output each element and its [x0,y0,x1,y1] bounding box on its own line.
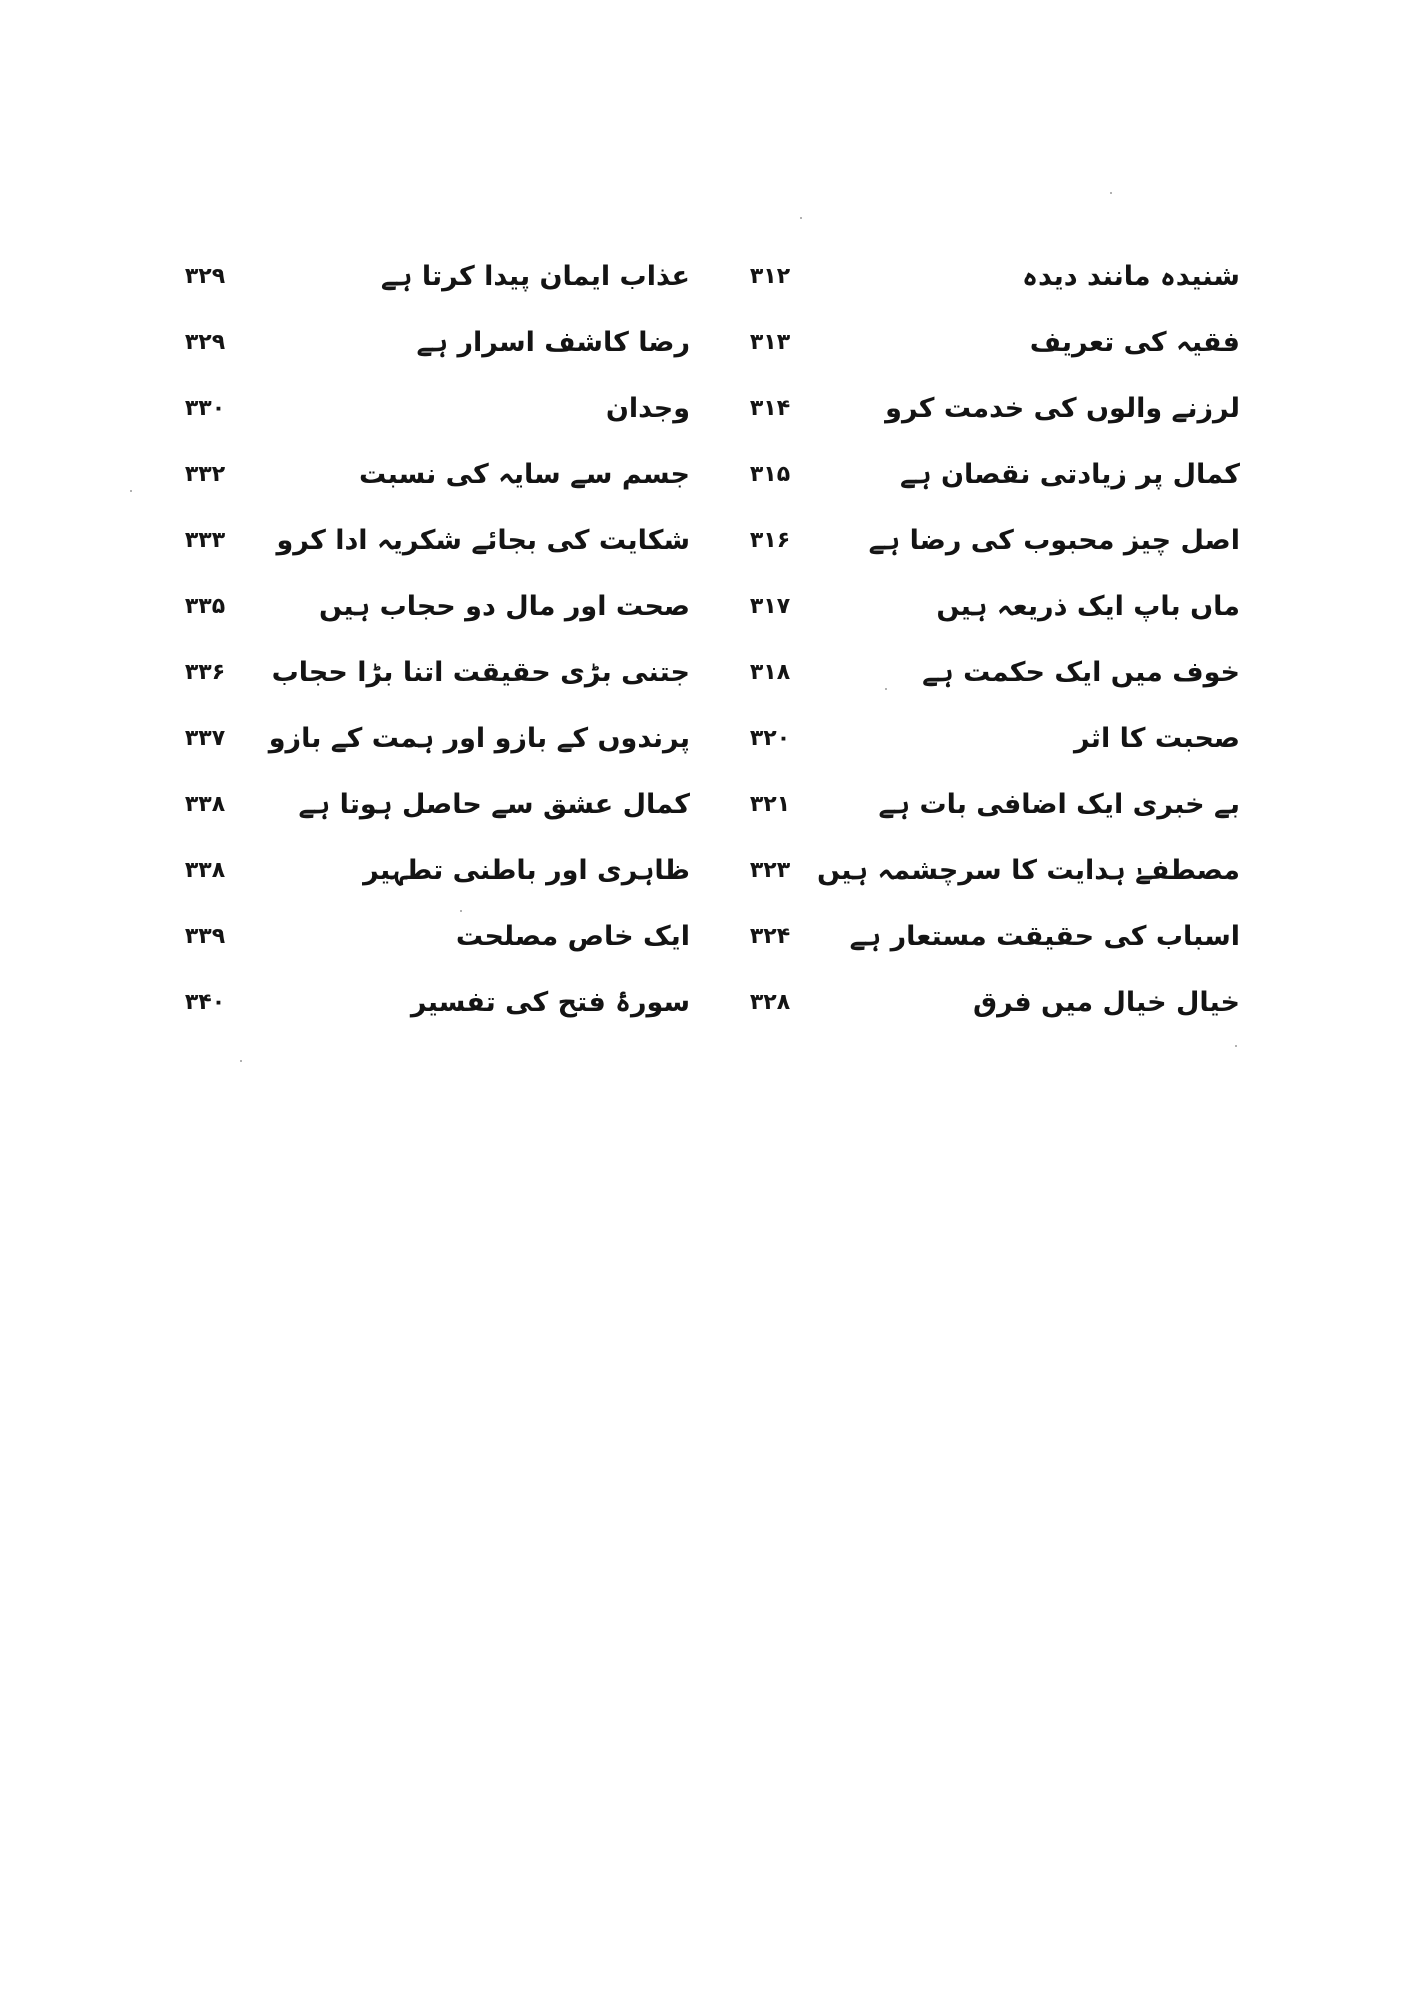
toc-entry-title: شکایت کی بجائے شکریہ ادا کرو [276,525,690,556]
toc-row [150,508,1240,574]
toc-entry-title: کمال پر زیادتی نقصان ہے [899,459,1240,490]
toc-row [150,838,1240,904]
toc-entry-page: ۳۱۷ [749,594,791,619]
toc-row [150,904,1240,970]
toc-entry-page: ۳۲۳ [749,858,791,883]
toc-entry-page: ۳۳۵ [184,594,226,619]
scan-speck [130,490,132,492]
toc-entry-page: ۳۲۱ [749,792,791,817]
toc-entry-title: صحبت کا اثر [1074,723,1240,754]
toc-entry-title: ظاہری اور باطنی تطہیر [363,855,690,886]
toc-entry-title: جتنی بڑی حقیقت اتنا بڑا حجاب [271,657,690,688]
toc-row [150,970,1240,1036]
toc-row [150,640,1240,706]
toc-entry-title: عذاب ایمان پیدا کرتا ہے [380,261,690,292]
scan-speck [240,1060,242,1062]
toc-entry-title: ایک خاص مصلحت [455,921,690,952]
toc-row [150,244,1240,310]
toc-entry-page: ۳۳۶ [184,660,226,685]
toc-entry-page: ۳۲۹ [184,264,226,289]
toc-entry-title: اصل چیز محبوب کی رضا ہے [868,525,1240,556]
toc-row [150,772,1240,838]
toc-entry-page: ۳۳۸ [184,792,226,817]
scan-speck [800,217,802,219]
toc-entry-page: ۳۳۷ [184,726,226,751]
toc-entry-title: اسباب کی حقیقت مستعار ہے [849,921,1240,952]
toc-entry-title: مصطفےٰ ہدایت کا سرچشمہ ہیں [816,855,1240,886]
toc-entry-page: ۳۲۴ [749,924,791,949]
toc-entry-title: فقیہ کی تعریف [1029,327,1240,358]
scan-speck [1235,1045,1237,1047]
toc-entry-title: رضا کاشف اسرار ہے [416,327,690,358]
toc-entry-page: ۳۱۸ [749,660,791,685]
toc-entry-title: وجدان [605,393,690,424]
toc-entry-page: ۳۱۴ [749,396,791,421]
toc-entry-title: کمال عشق سے حاصل ہوتا ہے [298,789,690,820]
toc-entry-page: ۳۱۳ [749,330,791,355]
toc-entry-title: لرزنے والوں کی خدمت کرو [885,393,1240,424]
toc-entry-title: بے خبری ایک اضافی بات ہے [878,789,1240,820]
toc-entry-title: پرندوں کے بازو اور ہمت کے بازو [268,723,690,754]
toc-entry-title: سورۂ فتح کی تفسیر [410,987,690,1018]
toc-entry-title: خیال خیال میں فرق [973,987,1240,1018]
toc-entry-page: ۳۳۳ [184,528,226,553]
toc-entry-page: ۳۲۰ [749,726,791,751]
toc-entry-page: ۳۳۸ [184,858,226,883]
scan-speck [1110,192,1112,194]
toc-entry-page: ۳۱۶ [749,528,791,553]
toc-row [150,574,1240,640]
toc-entry-title: جسم سے سایہ کی نسبت [359,459,690,490]
toc-entry-title: صحت اور مال دو حجاب ہیں [319,591,690,622]
toc-row [150,442,1240,508]
toc-entry-page: ۳۳۲ [184,462,226,487]
toc-entry-page: ۳۱۵ [749,462,791,487]
toc-entry-page: ۳۲۸ [749,990,791,1015]
toc-row [150,310,1240,376]
toc-entry-page: ۳۳۰ [184,396,226,421]
toc-row [150,376,1240,442]
toc-entry-page: ۳۴۰ [184,990,226,1015]
toc-entry-title: شنیدہ مانند دیدہ [1022,261,1240,292]
toc-entry-title: خوف میں ایک حکمت ہے [922,657,1240,688]
toc-entry-title: ماں باپ ایک ذریعہ ہیں [936,591,1240,622]
toc-row [150,706,1240,772]
toc-entry-page: ۳۱۲ [749,264,791,289]
toc-entry-page: ۳۳۹ [184,924,226,949]
toc-entry-page: ۳۲۹ [184,330,226,355]
table-of-contents [150,244,1240,1036]
